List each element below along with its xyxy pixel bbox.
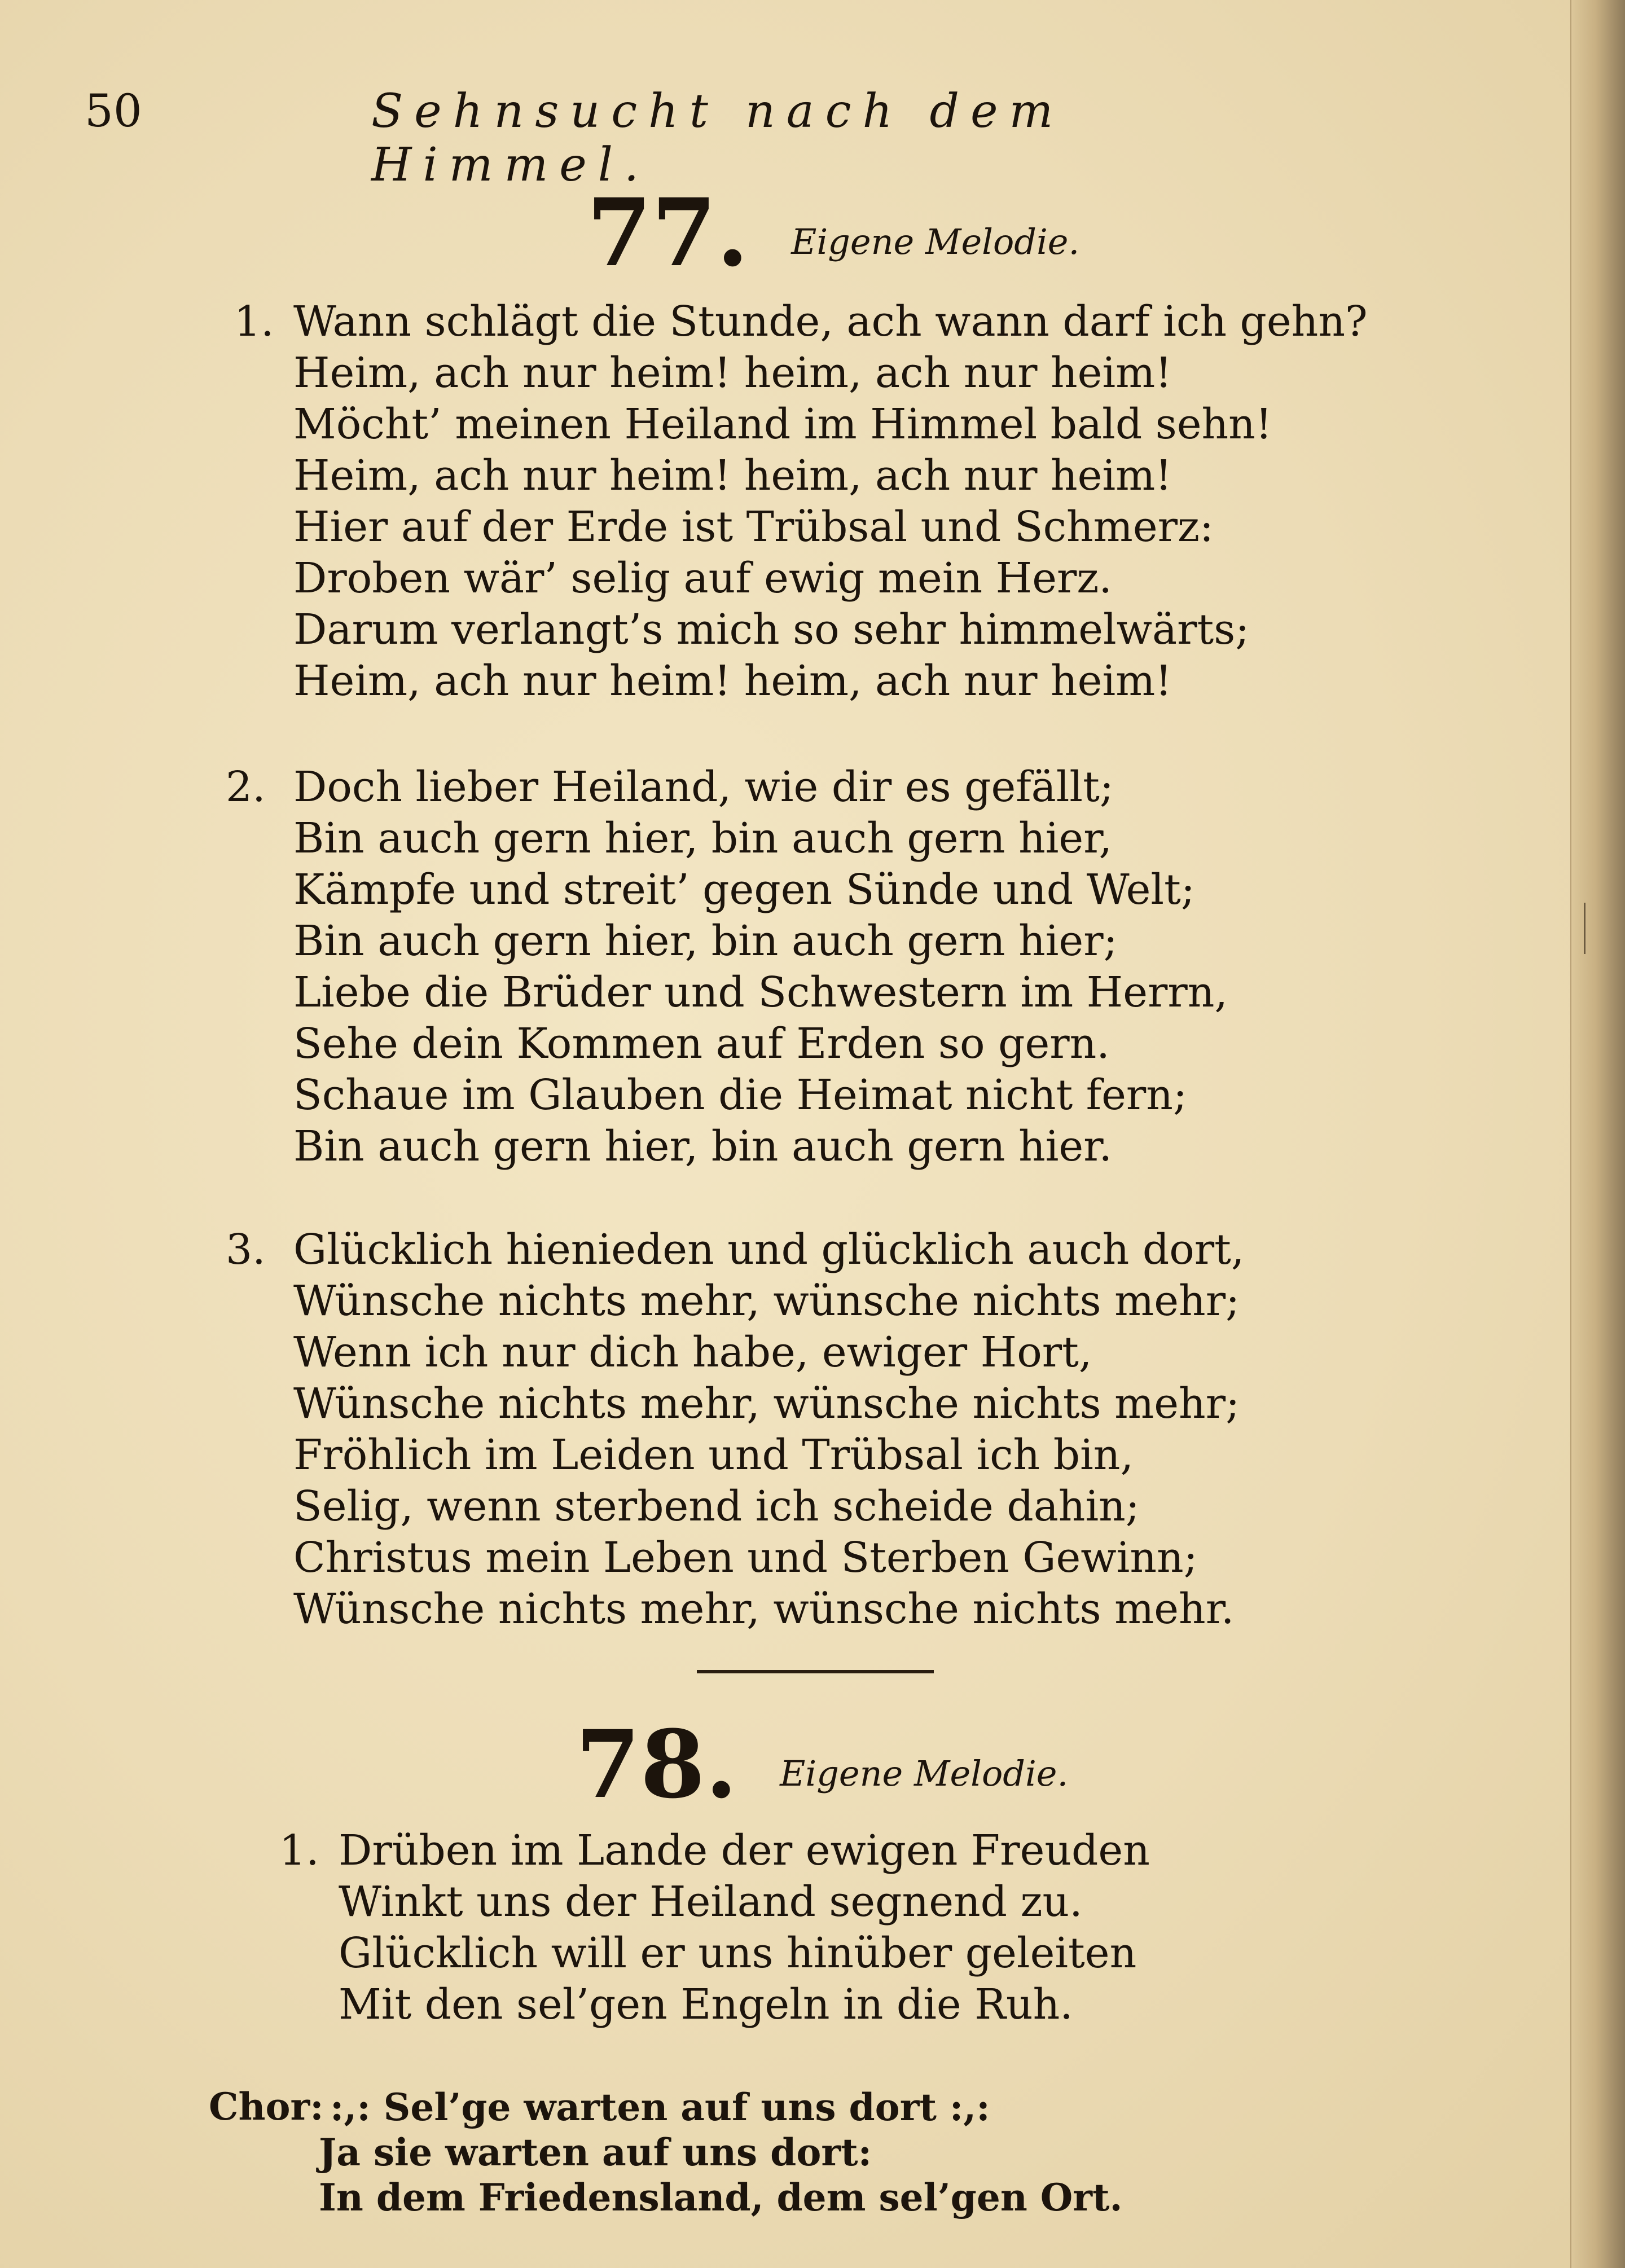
hymn-tune: Eigene Melodie. [780,1753,1069,1794]
page-header [85,85,1270,192]
verse-line: Schaue im Glauben die Heimat nicht fern; [293,1071,1187,1119]
chorus-line: Ja sie warten auf uns dort: [319,2130,872,2174]
verse-line: Kämpfe und streit’ gegen Sünde und Welt; [293,865,1195,914]
verse-number: 1. [234,297,274,346]
verse-line: Fröhlich im Leiden und Trübsal ich bin, [293,1431,1134,1479]
verse-line: Hier auf der Erde ist Trübsal und Schmerz: [293,503,1214,551]
verse-number: 2. [226,763,266,811]
verse-line: Heim, ach nur heim! heim, ach nur heim! [293,451,1172,500]
hymn-78-heading [576,1709,1068,1819]
verse-line: Winkt uns der Heiland segnend zu. [339,1878,1083,1926]
verse-line: Heim, ach nur heim! heim, ach nur heim! [293,657,1172,705]
verse-line: Wünsche nichts mehr, wünsche nichts mehr. [293,1585,1235,1633]
chorus-line: In dem Friedensland, dem sel’gen Ort. [319,2175,1123,2219]
verse-line: Doch lieber Heiland, wie dir es gefällt; [293,763,1114,811]
page-edge [1570,0,1625,2268]
verse-line: Heim, ach nur heim! heim, ach nur heim! [293,349,1172,397]
hymn-number: 77. [587,178,749,287]
verse-number: 1. [279,1826,319,1875]
verse-line: Glücklich hienieden und glücklich auch dort, [293,1225,1245,1274]
verse-line: Liebe die Brüder und Schwestern im Herrn, [293,968,1228,1017]
verse-line: Drüben im Lande der ewigen Freuden [339,1826,1150,1875]
running-head: Sehnsucht nach dem Himmel. [371,85,1065,192]
section-divider [697,1670,934,1673]
verse-line: Möcht’ meinen Heiland im Himmel bald sehn! [293,400,1272,449]
verse-line: Selig, wenn sterbend ich scheide dahin; [293,1482,1140,1531]
verse-line: Christus mein Leben und Sterben Gewinn; [293,1533,1198,1582]
verse-line: Bin auch gern hier, bin auch gern hier, [293,814,1112,863]
verse-line: Wünsche nichts mehr, wünsche nichts mehr; [293,1277,1240,1325]
verse-line: Droben wär’ selig auf ewig mein Herz. [293,554,1112,603]
verse-line: Glücklich will er uns hinüber geleiten [339,1929,1137,1977]
verse-line: Mit den sel’gen Engeln in die Ruh. [339,1980,1073,2029]
verse-line: Darum verlangt’s mich so sehr himmelwärts; [293,605,1250,654]
chorus-label: Chor: [209,2085,324,2129]
hymn-tune: Eigene Melodie. [791,221,1080,262]
hymn-number: 78. [576,1709,738,1819]
page-number: 50 [85,85,142,137]
verse-number: 3. [226,1225,266,1274]
verse-line: Bin auch gern hier, bin auch gern hier. [293,1122,1112,1171]
verse-line: Wenn ich nur dich habe, ewiger Hort, [293,1328,1092,1377]
hymn-77-heading [587,178,1079,287]
page-edge-shadow [1584,903,1586,954]
verse-line: Sehe dein Kommen auf Erden so gern. [293,1019,1110,1068]
chorus-line: :,: Sel’ge warten auf uns dort :,: [330,2085,990,2129]
verse-line: Bin auch gern hier, bin auch gern hier; [293,917,1118,965]
verse-line: Wünsche nichts mehr, wünsche nichts mehr; [293,1379,1240,1428]
verse-line: Wann schlägt die Stunde, ach wann darf ich gehn? [293,297,1368,346]
